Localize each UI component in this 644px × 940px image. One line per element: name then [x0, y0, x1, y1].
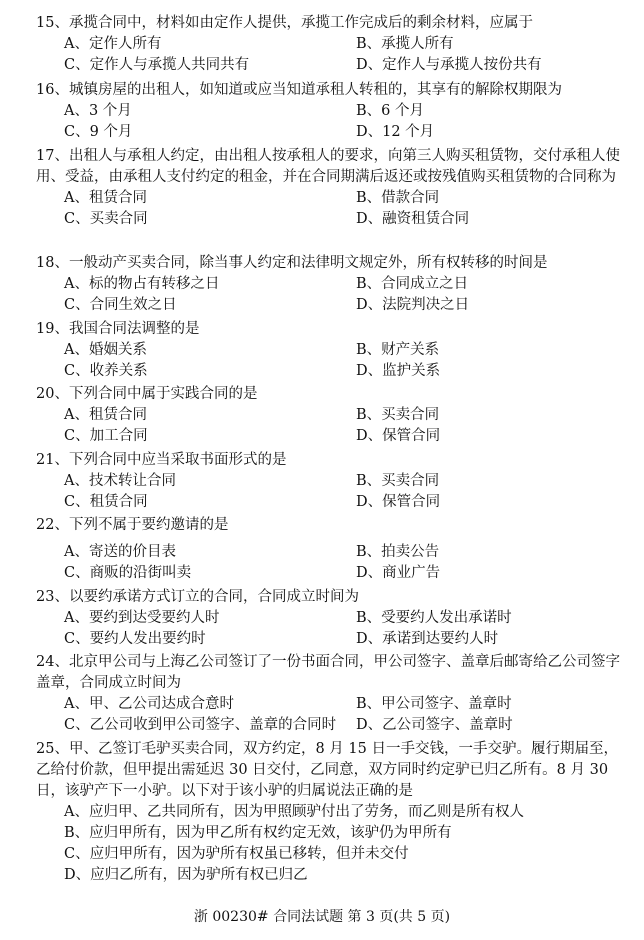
- question-stem: 21、下列合同中应当采取书面形式的是: [36, 452, 287, 468]
- option-a: A、租赁合同: [64, 407, 147, 423]
- option-c: C、合同生效之日: [64, 297, 177, 313]
- option-b: B、借款合同: [356, 190, 440, 206]
- option-d: D、保管合同: [356, 494, 441, 510]
- option-c: C、定作人与承揽人共同共有: [64, 57, 250, 73]
- question-stem: 24、北京甲公司与上海乙公司签订了一份书面合同，甲公司签字、盖章后邮寄给乙公司签字盖章，合同成立时间为: [36, 654, 620, 691]
- option-b: B、买卖合同: [356, 407, 440, 423]
- option-d: D、法院判决之日: [356, 297, 470, 313]
- question-22: [36, 515, 632, 584]
- option-a: A、定作人所有: [64, 36, 162, 52]
- option-a: A、标的物占有转移之日: [64, 276, 220, 292]
- option-c: C、租赁合同: [64, 494, 148, 510]
- option-a: A、技术转让合同: [64, 473, 176, 489]
- question-stem: 22、下列不属于要约邀请的是: [36, 517, 229, 533]
- question-stem: 16、城镇房屋的出租人，如知道或应当知道承租人转租的，其享有的解除权期限为: [36, 82, 562, 98]
- option-d: D、保管合同: [356, 428, 441, 444]
- option-c: C、应归甲所有，因为驴所有权虽已移转，但并未交付: [64, 846, 409, 862]
- option-b: B、合同成立之日: [356, 276, 469, 292]
- option-b: B、买卖合同: [356, 473, 440, 489]
- question-stem: 25、甲、乙签订毛驴买卖合同，双方约定，8 月 15 日一手交钱，一手交驴。履行期届至，乙给付价款，但甲提出需延迟 30 日交付，乙同意，双方同时约定驴已归乙所有。8 月 30 日，该驴产下一小驴。以下对于该小驴的归属说法正确的是: [36, 741, 618, 799]
- option-c: C、9 个月: [64, 124, 133, 140]
- option-a: A、婚姻关系: [64, 342, 147, 358]
- option-c: C、收养关系: [64, 363, 148, 379]
- question-19: [36, 319, 632, 382]
- option-b: B、6 个月: [356, 103, 424, 119]
- question-25: [36, 739, 632, 886]
- question-23: [36, 587, 632, 650]
- question-stem: 17、出租人与承租人约定，由出租人按承租人的要求，向第三人购买租赁物，交付承租人使用、受益，由承租人支付约定的租金，并在合同期满后返还或按残值购买租赁物的合同称为: [36, 148, 620, 185]
- question-stem: 15、承揽合同中，材料如由定作人提供，承揽工作完成后的剩余材料，应属于: [36, 15, 533, 31]
- question-stem: 23、以要约承诺方式订立的合同，合同成立时间为: [36, 589, 359, 605]
- question-21: [36, 450, 632, 513]
- option-b: B、承揽人所有: [356, 36, 454, 52]
- option-d: D、定作人与承揽人按份共有: [356, 57, 542, 73]
- option-d: D、商业广告: [356, 565, 441, 581]
- option-a: A、应归甲、乙共同所有，因为甲照顾驴付出了劳务，而乙则是所有权人: [64, 804, 524, 820]
- question-20: [36, 384, 632, 447]
- question-15: [36, 13, 632, 76]
- question-stem: 19、我国合同法调整的是: [36, 321, 200, 337]
- option-d: D、融资租赁合同: [356, 211, 470, 227]
- option-b: B、拍卖公告: [356, 544, 440, 560]
- option-c: C、要约人发出要约时: [64, 631, 206, 647]
- option-a: A、租赁合同: [64, 190, 147, 206]
- option-a: A、要约到达受要约人时: [64, 610, 220, 626]
- option-c: C、加工合同: [64, 428, 148, 444]
- option-b: B、财产关系: [356, 342, 440, 358]
- option-d: D、监护关系: [356, 363, 441, 379]
- question-stem: 20、下列合同中属于实践合同的是: [36, 386, 258, 402]
- question-24: [36, 652, 632, 736]
- option-b: B、受要约人发出承诺时: [356, 610, 512, 626]
- option-b: B、应归甲所有，因为甲乙所有权约定无效，该驴仍为甲所有: [64, 825, 452, 841]
- option-c: C、买卖合同: [64, 211, 148, 227]
- question-18: [36, 253, 632, 316]
- option-a: A、寄送的价目表: [64, 544, 176, 560]
- option-d: D、乙公司签字、盖章时: [356, 717, 513, 733]
- option-d: D、12 个月: [356, 124, 435, 140]
- option-c: C、商贩的沿街叫卖: [64, 565, 192, 581]
- option-b: B、甲公司签字、盖章时: [356, 696, 512, 712]
- option-d: D、应归乙所有，因为驴所有权已归乙: [64, 867, 308, 883]
- option-d: D、承诺到达要约人时: [356, 631, 499, 647]
- option-a: A、3 个月: [64, 103, 132, 119]
- option-a: A、甲、乙公司达成合意时: [64, 696, 234, 712]
- question-stem: 18、一般动产买卖合同，除当事人约定和法律明文规定外，所有权转移的时间是: [36, 255, 548, 271]
- question-16: [36, 80, 632, 143]
- page-footer: 浙 00230# 合同法试题 第 3 页(共 5 页): [193, 909, 451, 925]
- option-c: C、乙公司收到甲公司签字、盖章的合同时: [64, 717, 337, 733]
- question-17: [36, 146, 632, 230]
